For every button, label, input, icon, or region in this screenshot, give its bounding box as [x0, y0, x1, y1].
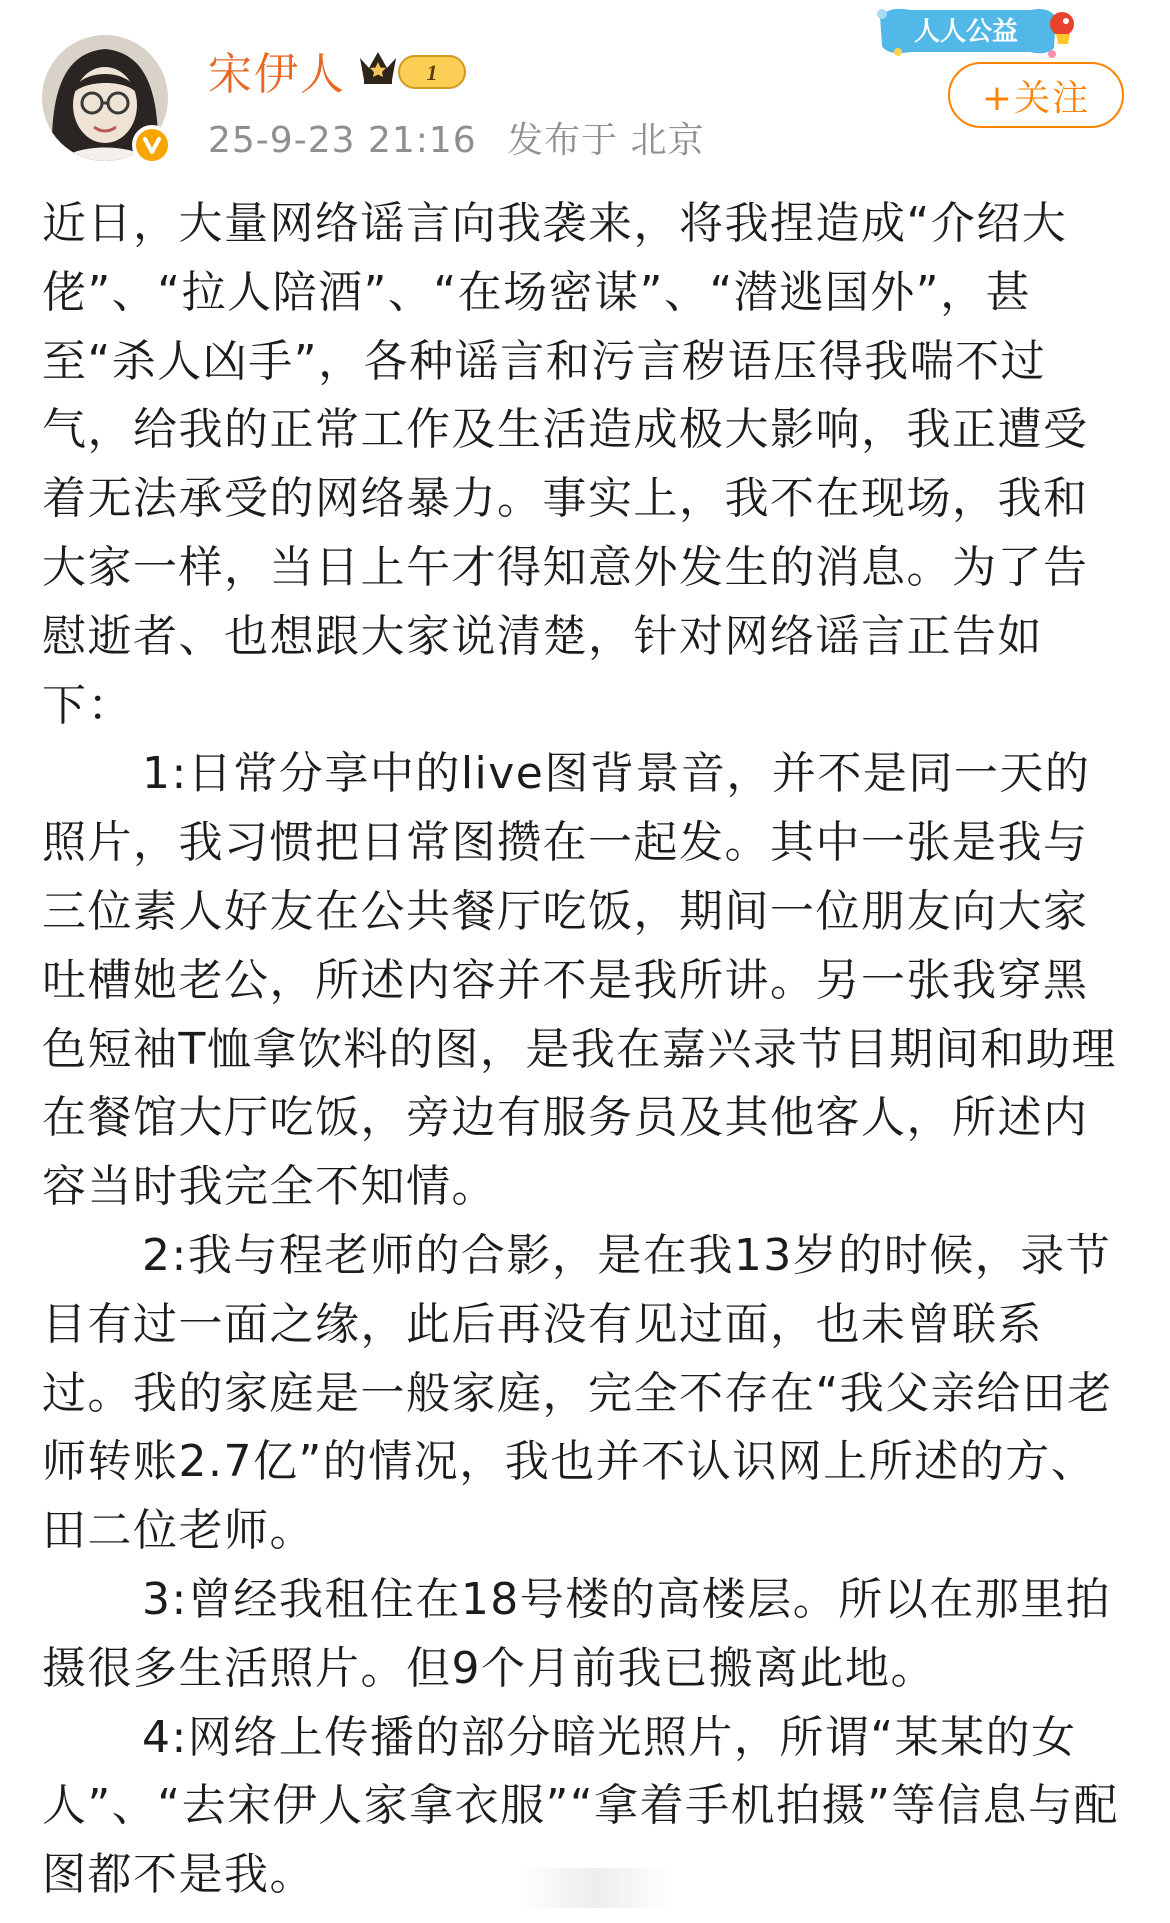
post-date: 25-9-23 21:16: [208, 120, 477, 161]
crown-icon: [357, 46, 399, 86]
public-welfare-badge[interactable]: [870, 2, 1080, 60]
paragraph-item-4: 4:网络上传播的部分暗光照片，所谓“某某的女人”、“去宋伊人家拿衣服”“拿着手机拍摄”等信息与配图都不是我。: [42, 1711, 1119, 1901]
paragraph-item-2: 2:我与程老师的合影，是在我13岁的时候，录节目有过一面之缘，此后再没有见过面，也未曾联系过。我的家庭是一般家庭，完全不存在“我父亲给田老师转账2.7亿”的情况，我也并不认识网上所述的方、田二位老师。: [42, 1229, 1113, 1557]
level-text: 1: [426, 60, 438, 85]
verified-icon: [132, 125, 172, 165]
author-name[interactable]: 宋伊人: [208, 49, 346, 100]
post-meta: [208, 112, 723, 163]
post-content: [42, 190, 1132, 1910]
fade-indicator: [520, 1868, 670, 1908]
paragraph-item-3: 3:曾经我租住在18号楼的高楼层。所以在那里拍摄很多生活照片。但9个月前我已搬离此地。: [42, 1573, 1112, 1694]
paragraph-intro: 近日，大量网络谣言向我袭来，将我捏造成“介绍大佬”、“拉人陪酒”、“在场密谋”、“潜逃国外”，甚至“杀人凶手”，各种谣言和污言秽语压得我喘不过气，给我的正常工作及生活造成极大影响，我正遭受着无法承受的网络暴力。事实上，我不在现场，我和大家一样，当日上午才得知意外发生的消息。为了告慰逝者、也想跟大家说清楚，针对网络谣言正告如下：: [42, 198, 1089, 731]
post-location: 发布于 北京: [507, 120, 705, 161]
level-badge: [398, 55, 466, 89]
badge-text: 人人公益: [913, 17, 1019, 47]
follow-button[interactable]: +关注: [948, 62, 1124, 128]
paragraph-item-1: 1:日常分享中的live图背景音，并不是同一天的照片，我习惯把日常图攒在一起发。其中一张是我与三位素人好友在公共餐厅吃饭，期间一位朋友向大家吐槽她老公，所述内容并不是我所讲。另一张我穿黑色短袖T恤拿饮料的图，是我在嘉兴录节目期间和助理在餐馆大厅吃饭，旁边有服务员及其他客人，所述内容当时我完全不知情。: [42, 748, 1117, 1213]
post-header: [0, 0, 1170, 170]
avatar[interactable]: [42, 35, 168, 161]
